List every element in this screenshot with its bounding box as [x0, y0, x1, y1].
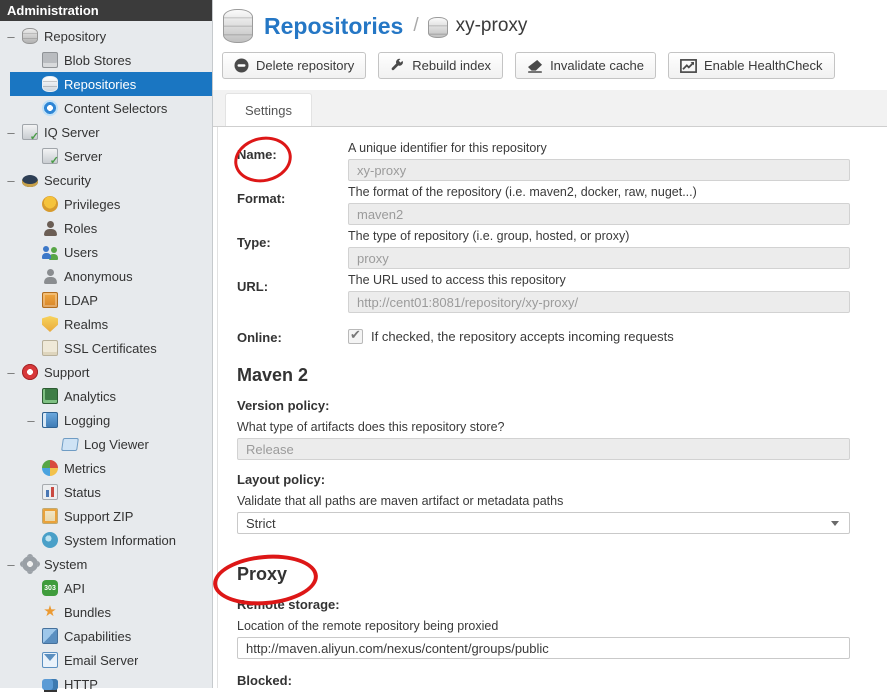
sidebar-item-label: Server: [64, 149, 102, 164]
remote-storage-label: Remote storage:: [237, 597, 850, 612]
sidebar-item-ssl-certificates[interactable]: [0, 336, 212, 360]
repository-item-icon: [428, 17, 448, 38]
sidebar-item-system-information[interactable]: [0, 528, 212, 552]
sidebar-item-label: Roles: [64, 221, 97, 236]
online-checkbox[interactable]: [348, 329, 363, 344]
http-icon: [42, 679, 58, 690]
sidebar-item-label: SSL Certificates: [64, 341, 157, 356]
button-label: Delete repository: [256, 58, 354, 73]
breadcrumb-separator: /: [413, 15, 418, 37]
sidebar-item-label: Metrics: [64, 461, 106, 476]
sidebar-item-http[interactable]: [0, 672, 212, 696]
collapse-icon[interactable]: [6, 125, 16, 140]
button-label: Enable HealthCheck: [704, 58, 823, 73]
sidebar-item-log-viewer[interactable]: [0, 432, 212, 456]
api-icon: 303: [42, 580, 58, 596]
toolbar: [213, 52, 887, 90]
sidebar-item-content-selectors[interactable]: [0, 96, 212, 120]
online-label: Online:: [237, 323, 348, 345]
field-format: [237, 184, 850, 225]
sidebar-item-blob-stores[interactable]: [0, 48, 212, 72]
sidebar-item-label: Logging: [64, 413, 110, 428]
healthcheck-icon: [680, 59, 697, 73]
analytics-icon: [42, 388, 58, 404]
sidebar-item-label: Support ZIP: [64, 509, 133, 524]
sidebar-item-status[interactable]: [0, 480, 212, 504]
wrench-icon: [390, 58, 405, 73]
enable-healthcheck-button[interactable]: [668, 52, 835, 79]
sidebar-item-label: Anonymous: [64, 269, 133, 284]
support-zip-icon: [42, 508, 58, 524]
sidebar-item-label: Email Server: [64, 653, 138, 668]
blob-stores-icon: [42, 52, 58, 68]
format-input: maven2: [348, 203, 850, 225]
sidebar-item-label: System: [44, 557, 87, 572]
sidebar-item-analytics[interactable]: [0, 384, 212, 408]
layout-policy-value: Strict: [246, 516, 276, 531]
sidebar-item-api[interactable]: [0, 576, 212, 600]
ldap-icon: [42, 292, 58, 308]
delete-repository-button[interactable]: [222, 52, 366, 79]
format-label: Format:: [237, 184, 348, 225]
remote-storage-help: Location of the remote repository being proxied: [237, 618, 850, 634]
repositories-icon: [42, 76, 58, 92]
chevron-down-icon: [831, 521, 839, 526]
sidebar-item-server[interactable]: [0, 144, 212, 168]
server-icon: [42, 148, 58, 164]
proxy-section-heading: Proxy: [237, 564, 850, 585]
remote-storage-input[interactable]: http://maven.aliyun.com/nexus/content/groups/public: [237, 637, 850, 659]
sidebar-item-support-zip[interactable]: [0, 504, 212, 528]
name-help: A unique identifier for this repository: [348, 140, 850, 156]
sidebar-item-logging[interactable]: [0, 408, 212, 432]
field-type: [237, 228, 850, 269]
sidebar-item-label: Bundles: [64, 605, 111, 620]
online-help: If checked, the repository accepts incoming requests: [371, 329, 674, 344]
collapse-icon[interactable]: [6, 365, 16, 380]
sidebar-item-label: IQ Server: [44, 125, 100, 140]
sidebar-item-label: Status: [64, 485, 101, 500]
tabstrip: [213, 90, 887, 127]
roles-icon: [42, 220, 58, 236]
sidebar-item-label: Blob Stores: [64, 53, 131, 68]
sidebar-item-label: LDAP: [64, 293, 98, 308]
format-help: The format of the repository (i.e. maven2, docker, raw, nuget...): [348, 184, 850, 200]
repository-database-icon: [223, 9, 253, 43]
blocked-label: Blocked:: [237, 673, 850, 688]
sidebar-item-label: Log Viewer: [84, 437, 149, 452]
settings-form: [218, 127, 887, 688]
eraser-icon: [527, 59, 543, 73]
content-selectors-icon: [42, 100, 58, 116]
maven2-section-heading: Maven 2: [237, 365, 850, 386]
collapse-icon[interactable]: [26, 413, 36, 428]
system-information-icon: [42, 532, 58, 548]
metrics-icon: [42, 460, 58, 476]
support-icon: [22, 364, 38, 380]
sidebar-item-roles[interactable]: [0, 216, 212, 240]
sidebar-item-users[interactable]: [0, 240, 212, 264]
database-icon: [22, 28, 38, 44]
page-header: [213, 0, 887, 52]
type-input: proxy: [348, 247, 850, 269]
breadcrumb-repositories-link[interactable]: Repositories: [264, 13, 403, 40]
main-area: [213, 0, 887, 688]
type-help: The type of repository (i.e. group, hosted, or proxy): [348, 228, 850, 244]
anonymous-icon: [42, 268, 58, 284]
sidebar-item-system[interactable]: [0, 552, 212, 576]
status-icon: [42, 484, 58, 500]
sidebar-item-label: API: [64, 581, 85, 596]
system-icon: [22, 556, 38, 572]
field-online: [237, 323, 850, 345]
iq-server-icon: [22, 124, 38, 140]
field-name: [237, 140, 850, 181]
sidebar-item-repositories[interactable]: [10, 72, 212, 96]
version-policy-help: What type of artifacts does this repository store?: [237, 419, 850, 435]
invalidate-cache-button[interactable]: [515, 52, 656, 79]
sidebar-item-support[interactable]: [0, 360, 212, 384]
sidebar-item-label: Support: [44, 365, 90, 380]
collapse-icon[interactable]: [6, 173, 16, 188]
collapse-icon[interactable]: [6, 29, 16, 44]
admin-sidebar: [0, 0, 213, 688]
logging-icon: [42, 412, 58, 428]
sidebar-item-label: HTTP: [64, 677, 98, 692]
sidebar-item-iq-server[interactable]: [0, 120, 212, 144]
breadcrumb-repo-name: xy-proxy: [456, 15, 528, 37]
sidebar-item-bundles[interactable]: [0, 600, 212, 624]
layout-policy-help: Validate that all paths are maven artifact or metadata paths: [237, 493, 850, 509]
sidebar-item-security[interactable]: [0, 168, 212, 192]
ssl-certificates-icon: [42, 340, 58, 356]
sidebar-item-realms[interactable]: [0, 312, 212, 336]
button-label: Invalidate cache: [550, 58, 644, 73]
sidebar-item-label: Realms: [64, 317, 108, 332]
capabilities-icon: [42, 628, 58, 644]
name-input: xy-proxy: [348, 159, 850, 181]
tab-settings[interactable]: Settings: [225, 93, 312, 126]
field-url: [237, 272, 850, 313]
bundles-icon: [42, 604, 58, 620]
sidebar-item-anonymous[interactable]: [0, 264, 212, 288]
realms-icon: [42, 316, 58, 332]
sidebar-item-label: Security: [44, 173, 91, 188]
type-label: Type:: [237, 228, 348, 269]
sidebar-item-label: Users: [64, 245, 98, 260]
sidebar-item-label: Analytics: [64, 389, 116, 404]
layout-policy-select[interactable]: [237, 512, 850, 534]
sidebar-item-label: Capabilities: [64, 629, 131, 644]
sidebar-item-metrics[interactable]: [0, 456, 212, 480]
security-icon: [22, 175, 38, 187]
sidebar-item-repository[interactable]: [0, 24, 212, 48]
button-label: Rebuild index: [412, 58, 491, 73]
url-help: The URL used to access this repository: [348, 272, 850, 288]
sidebar-item-ldap[interactable]: [0, 288, 212, 312]
privileges-icon: [42, 196, 58, 212]
minus-circle-icon: [234, 58, 249, 73]
sidebar-item-label: System Information: [64, 533, 176, 548]
settings-panel: [217, 127, 887, 688]
collapse-icon[interactable]: [6, 557, 16, 572]
sidebar-item-email-server[interactable]: [0, 648, 212, 672]
version-policy-input: Release: [237, 438, 850, 460]
url-input: http://cent01:8081/repository/xy-proxy/: [348, 291, 850, 313]
rebuild-index-button[interactable]: [378, 52, 503, 79]
sidebar-item-privileges[interactable]: [0, 192, 212, 216]
sidebar-title: Administration: [0, 0, 212, 21]
log-viewer-icon: [61, 438, 79, 451]
sidebar-tree: [0, 21, 212, 696]
name-label: Name:: [237, 140, 348, 181]
sidebar-item-label: Repositories: [64, 77, 136, 92]
layout-policy-label: Layout policy:: [237, 472, 850, 487]
url-label: URL:: [237, 272, 348, 313]
sidebar-item-label: Content Selectors: [64, 101, 167, 116]
version-policy-label: Version policy:: [237, 398, 850, 413]
sidebar-item-capabilities[interactable]: [0, 624, 212, 648]
users-icon: [42, 244, 58, 260]
sidebar-item-label: Repository: [44, 29, 106, 44]
email-server-icon: [42, 652, 58, 668]
sidebar-item-label: Privileges: [64, 197, 120, 212]
